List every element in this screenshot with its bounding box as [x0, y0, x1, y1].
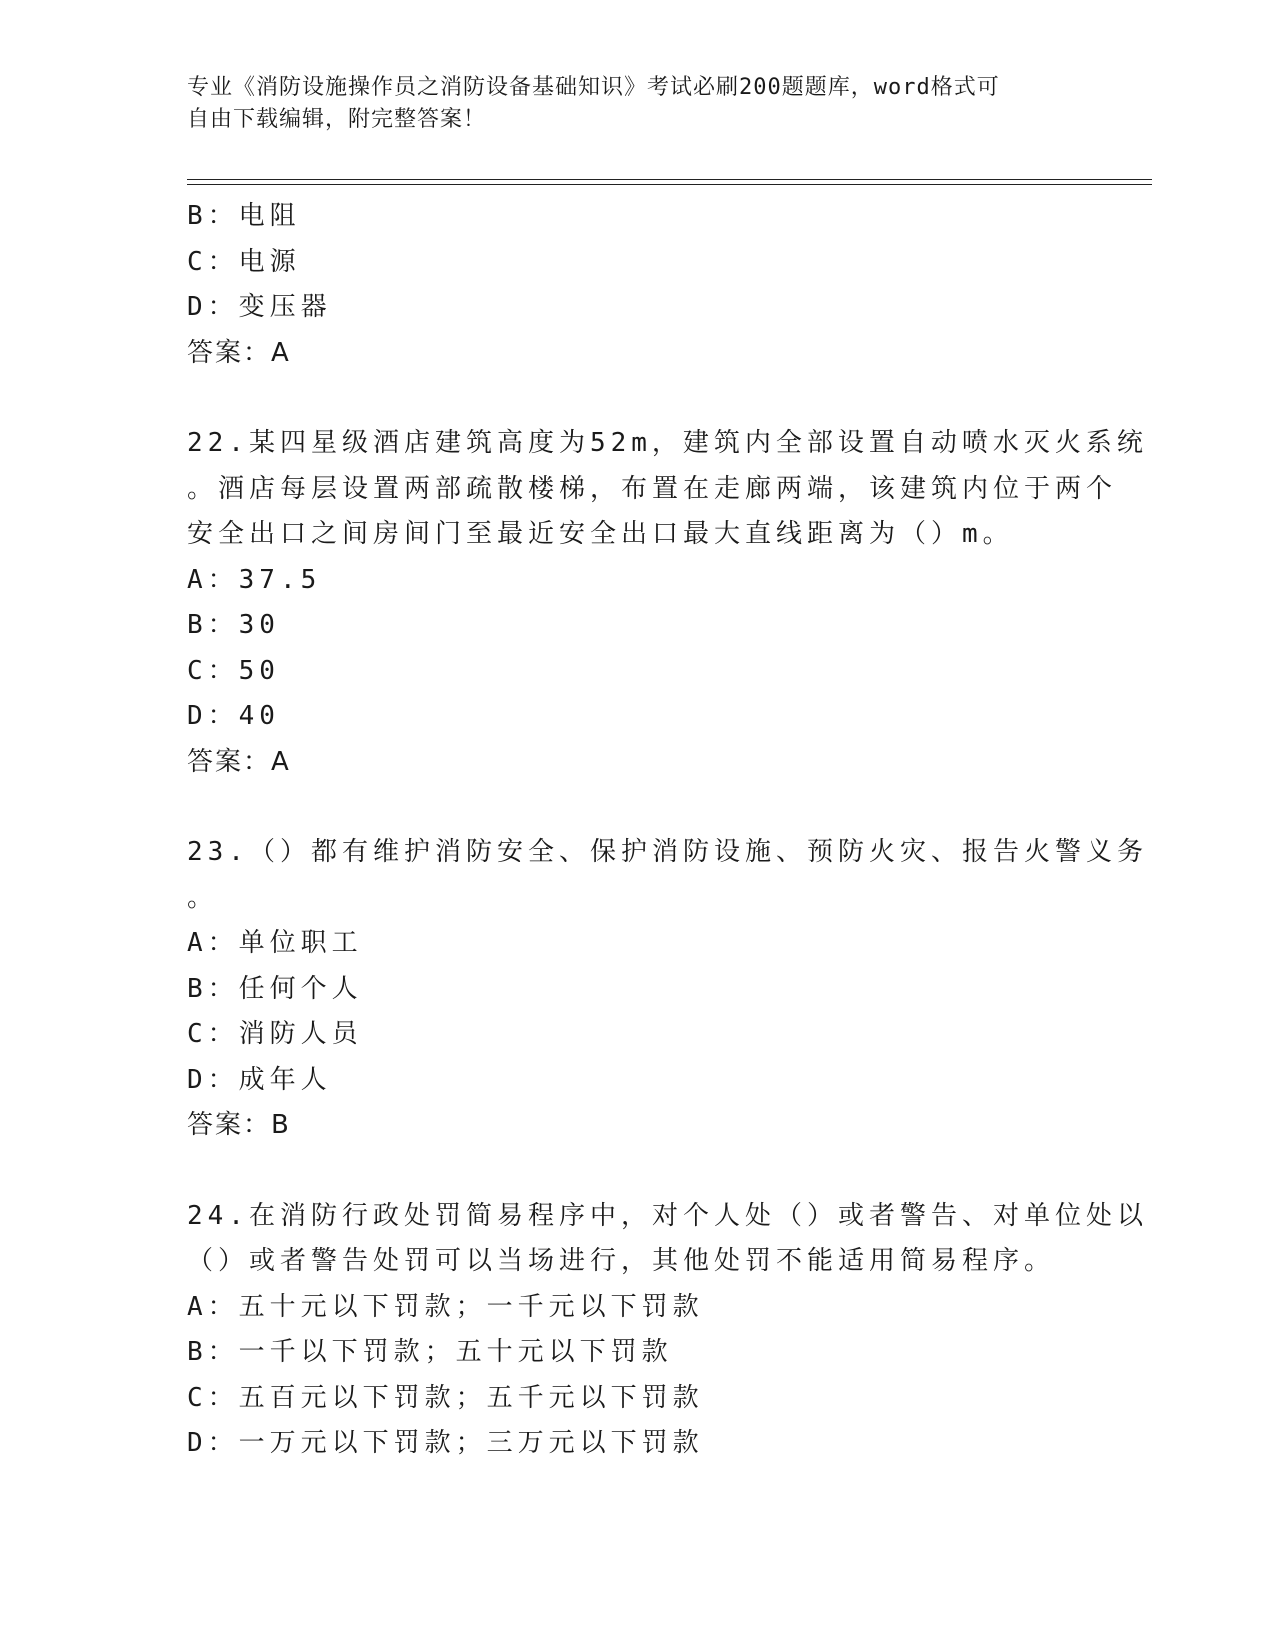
option-b: B：30 [187, 610, 280, 640]
document-body [187, 194, 1148, 1467]
question-text-line: 23.（）都有维护消防安全、保护消防设施、预防火灾、报告火警义务 [187, 837, 1148, 867]
question-24 [187, 1194, 1148, 1467]
header-line-2: 自由下载编辑，附完整答案！ [187, 107, 487, 132]
option-a: A：五十元以下罚款；一千元以下罚款 [187, 1291, 704, 1322]
question-text-line: 。酒店每层设置两部疏散楼梯，布置在走廊两端，该建筑内位于两个 [187, 473, 1118, 504]
question-text-line: 安全出口之间房间门至最近安全出口最大直线距离为（）m。 [187, 519, 1014, 549]
question-22 [187, 421, 1148, 785]
question-text-line: 。 [187, 882, 219, 913]
question-23 [187, 830, 1148, 1149]
answer: 答案：B [187, 1110, 291, 1140]
header-divider-bottom [187, 184, 1152, 185]
option-d: D：成年人 [187, 1064, 332, 1095]
option-c: C：消防人员 [187, 1019, 363, 1049]
option-d: D：变压器 [187, 292, 332, 322]
header-line-1: 专业《消防设施操作员之消防设备基础知识》考试必刷200题题库，word格式可 [187, 75, 1000, 100]
document-header [187, 72, 1067, 136]
option-a: A：单位职工 [187, 928, 363, 958]
option-b: B：电阻 [187, 201, 301, 231]
header-divider-top [187, 179, 1152, 180]
option-b: B：一千以下罚款；五十元以下罚款 [187, 1337, 673, 1367]
option-d: D：40 [187, 701, 280, 731]
answer: 答案：A [187, 337, 291, 368]
question-text-line: （）或者警告处罚可以当场进行，其他处罚不能适用简易程序。 [187, 1246, 1056, 1276]
option-c: C：50 [187, 655, 280, 686]
option-a: A：37.5 [187, 564, 322, 595]
answer: 答案：A [187, 746, 291, 777]
option-c: C：电源 [187, 246, 301, 277]
question-text-line: 24.在消防行政处罚简易程序中，对个人处（）或者警告、对单位处以 [187, 1200, 1148, 1231]
question-text-line: 22.某四星级酒店建筑高度为52m，建筑内全部设置自动喷水灭火系统 [187, 428, 1148, 458]
option-d: D：一万元以下罚款；三万元以下罚款 [187, 1428, 704, 1458]
question-21-tail [187, 194, 1087, 376]
option-c: C：五百元以下罚款；五千元以下罚款 [187, 1382, 704, 1413]
option-b: B：任何个人 [187, 973, 363, 1004]
